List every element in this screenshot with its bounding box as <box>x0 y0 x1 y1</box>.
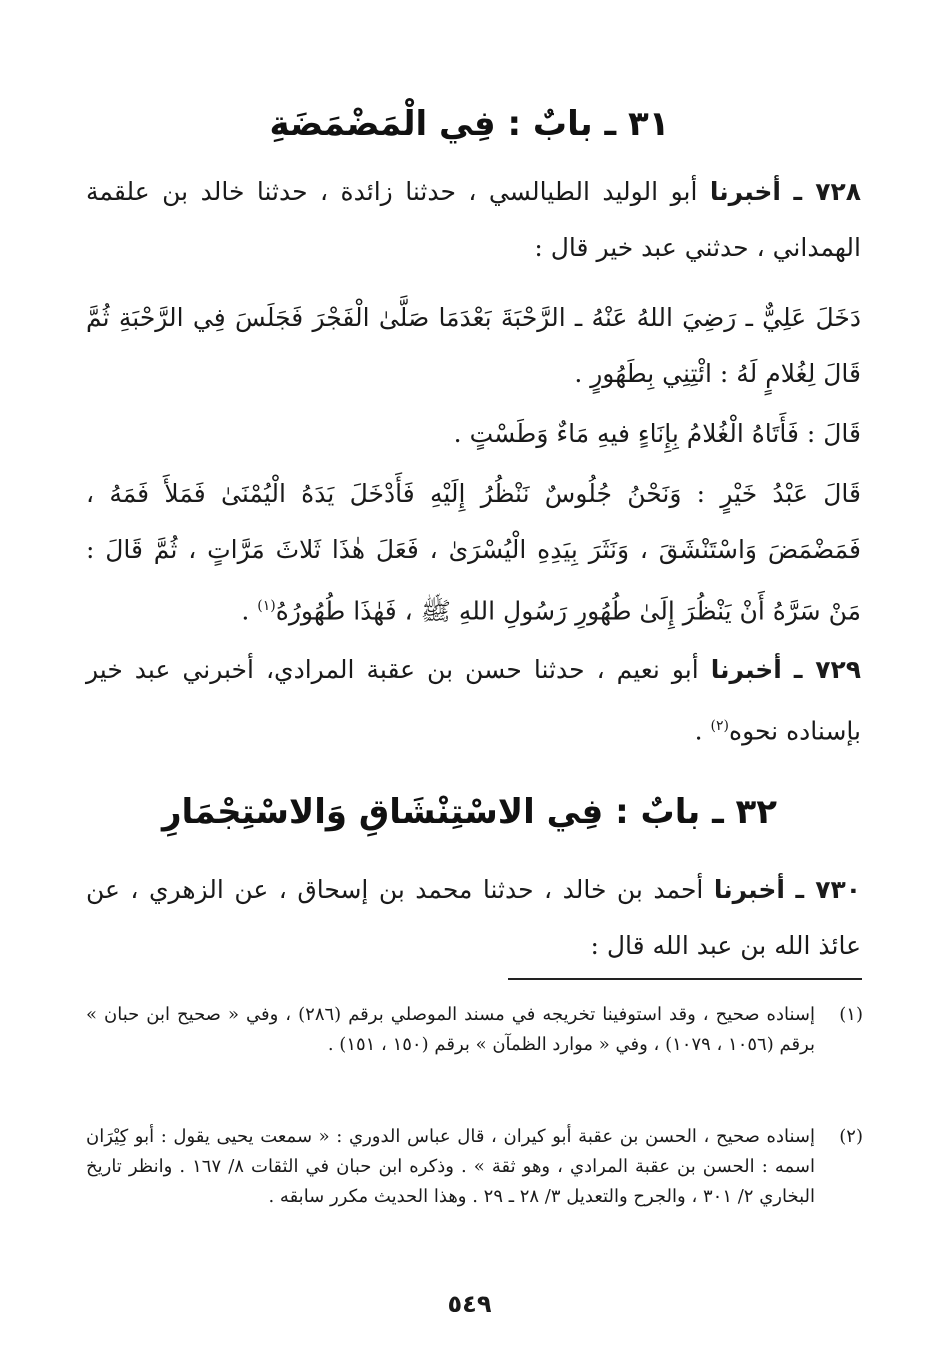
footnote-separator <box>508 978 862 980</box>
footnote-ref-1[interactable]: (١) <box>257 598 276 614</box>
footnote-text: إسناده صحيح ، وقد استوفينا تخريجه في مسند الموصلي برقم (٢٨٦) ، وفي « صحيح ابن حبان » برقم (١٠٥٦ ، ١٠٧٩) ، وفي « موارد الظمآن » برقم (١٥٠ ، ١٥١) . <box>86 1004 815 1055</box>
hadith-729 <box>86 642 861 759</box>
footnote-1 <box>86 1000 861 1060</box>
page-number: ٥٤٩ <box>447 1290 492 1318</box>
hadith-text: أحمد بن خالد ، حدثنا محمد بن إسحاق ، عن الزهري ، عن عائذ الله بن عبد الله قال : <box>86 875 861 960</box>
hadith-728-matn-2: قَالَ : فَأَتَاهُ الْغُلامُ بِإِنَاءٍ فيهِ مَاءٌ وَطَسْتٍ . <box>453 419 861 448</box>
matn-text: قَالَ عَبْدُ خَيْرٍ : وَنَحْنُ جُلُوسٌ نَنْظُرُ إِلَيْهِ فَأَدْخَلَ يَدَهُ الْيُمْنَىٰ فَمَلأَ فَمَهُ ، فَمَضْمَضَ وَاسْتَنْشَقَ ، وَنَثَرَ بِيَدِهِ الْيُسْرَىٰ ، فَعَلَ هٰذَا ثَلاثَ مَرَّاتٍ ، ثُمَّ قَالَ : مَنْ سَرَّهُ أَنْ يَنْظُرَ إِلَىٰ طُهُورِ رَسُولِ اللهِ ﷺ ، فَهٰذَا طُهُورُهُ <box>86 479 861 626</box>
matn-end: . <box>241 596 258 626</box>
hadith-728-matn-1: دَخَلَ عَلِيٌّ ـ رَضِيَ اللهُ عَنْهُ ـ الرَّحْبَةَ بَعْدَمَا صَلَّىٰ الْفَجْرَ فَجَلَسَ فِي الرَّحْبَةِ ثُمَّ قَالَ لِغُلامٍ لَهُ : ائْتِنِي بِطَهُورٍ . <box>86 303 861 388</box>
chapter-heading-31: ٣١ ـ بابٌ : فِي الْمَضْمَضَةِ <box>269 104 670 144</box>
hadith-728-isnad <box>86 164 861 276</box>
footnote-2 <box>86 1122 861 1212</box>
footnote-ref-2[interactable]: (٢) <box>710 718 730 734</box>
hadith-text: أبو نعيم ، حدثنا حسن بن عقبة المرادي، أخبرني عبد خير بإسناده نحوه <box>86 655 861 746</box>
hadith-728-matn-3 <box>86 466 861 639</box>
hadith-isnad-text: أبو الوليد الطيالسي ، حدثنا زائدة ، حدثنا خالد بن علقمة الهمداني ، حدثني عبد خير قال : <box>86 177 861 262</box>
hadith-number: ٧٣٠ ـ <box>795 875 861 904</box>
footnote-number: (٢) <box>839 1126 863 1147</box>
hadith-number: ٧٢٨ ـ <box>793 177 862 206</box>
hadith-end: . <box>694 716 703 746</box>
hadith-number: ٧٢٩ ـ <box>793 655 862 684</box>
footnote-text: إسناده صحيح ، الحسن بن عقبة أبو كيران ، قال عباس الدوري : « سمعت يحيى يقول : أبو كِيْرَان اسمه : الحسن بن عقبة المرادي ، وهو ثقة » . وذكره ابن حبان في الثقات ٨/ ١٦٧ . وانظر تاريخ البخاري ٢/ ٣٠١ ، والجرح والتعديل ٣/ ٢٨ ـ ٢٩ . وهذا الحديث مكرر سابقه . <box>86 1126 815 1207</box>
chapter-heading-32: ٣٢ ـ بابٌ : فِي الاسْتِنْشَاقِ وَالاسْتِجْمَارِ <box>161 792 778 832</box>
hadith-lead-word: أخبرنا <box>710 655 782 684</box>
hadith-730 <box>86 862 861 974</box>
hadith-lead-word: أخبرنا <box>709 177 781 206</box>
hadith-lead-word: أخبرنا <box>713 875 785 904</box>
footnote-number: (١) <box>839 1004 863 1025</box>
